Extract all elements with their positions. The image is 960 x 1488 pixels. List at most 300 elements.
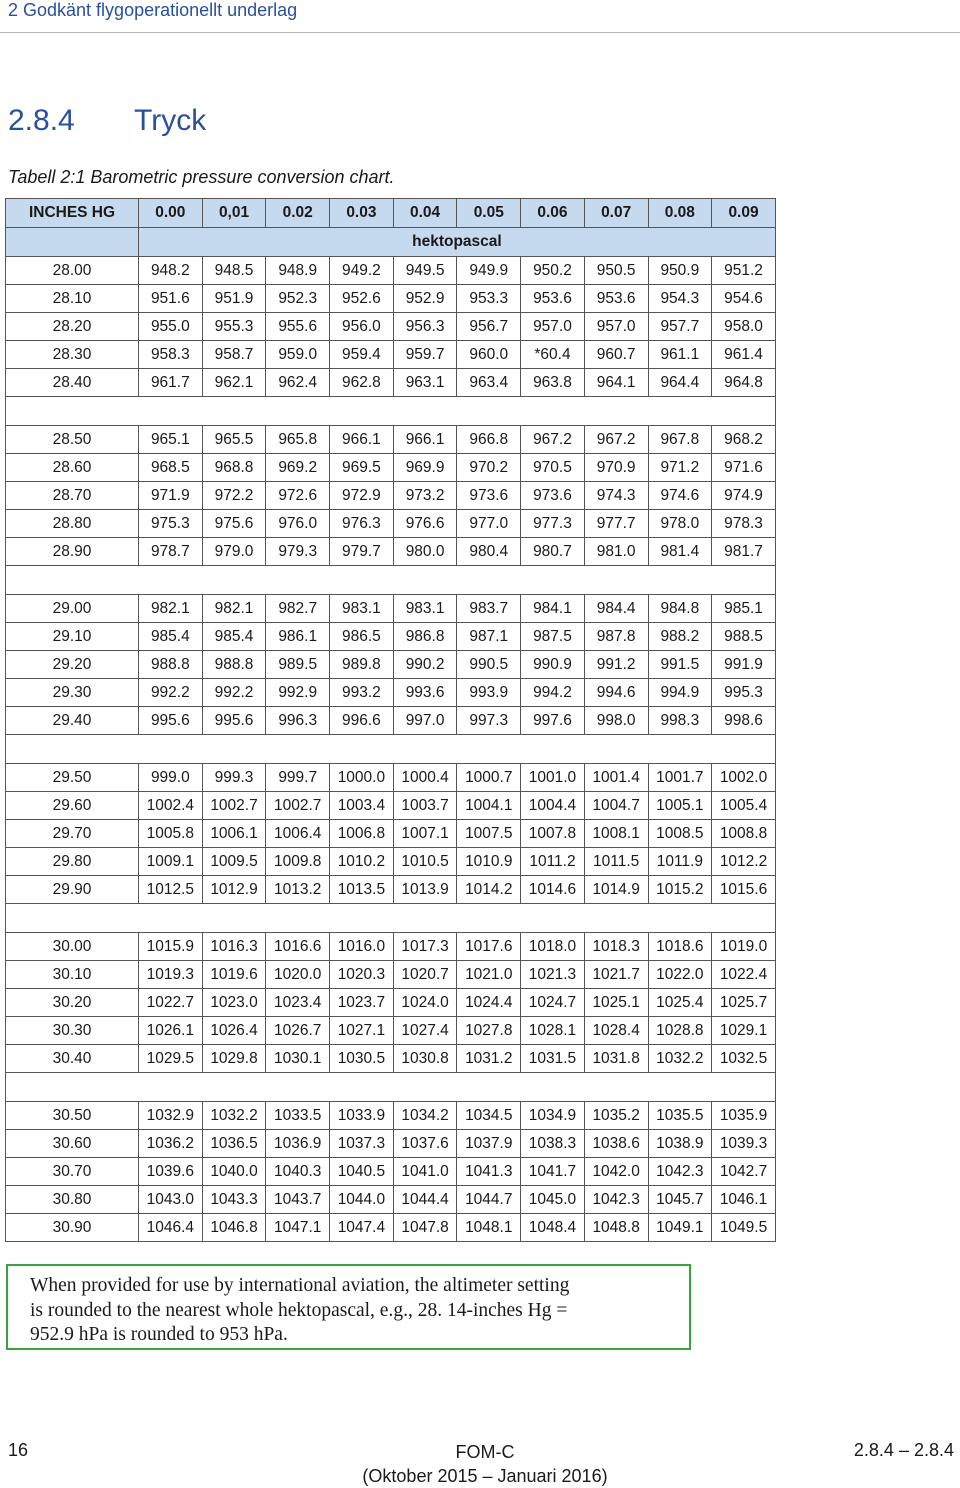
hpa-cell: 1032.9 — [139, 1102, 203, 1130]
hpa-cell: 1002.4 — [139, 792, 203, 820]
hpa-cell: 1018.0 — [521, 933, 585, 961]
hpa-cell: 1026.1 — [139, 1017, 203, 1045]
hpa-cell: 1040.3 — [266, 1158, 330, 1186]
hpa-cell: 1010.9 — [457, 848, 521, 876]
hpa-cell: 1048.4 — [521, 1214, 585, 1242]
hpa-cell: 1042.3 — [584, 1186, 648, 1214]
hpa-cell: 961.4 — [712, 341, 776, 369]
hpa-cell: 1021.0 — [457, 961, 521, 989]
hpa-cell: 1042.3 — [648, 1158, 712, 1186]
hpa-cell: 1032.2 — [648, 1045, 712, 1073]
inches-hg-cell: 28.90 — [6, 538, 139, 566]
hpa-cell: 1008.5 — [648, 820, 712, 848]
hpa-cell: 1008.1 — [584, 820, 648, 848]
hpa-cell: 974.9 — [712, 482, 776, 510]
hpa-cell: 979.3 — [266, 538, 330, 566]
hpa-cell: 996.6 — [330, 707, 394, 735]
hpa-cell: 963.4 — [457, 369, 521, 397]
hpa-cell: 962.8 — [330, 369, 394, 397]
hpa-cell: 953.3 — [457, 285, 521, 313]
hpa-cell: 1012.9 — [202, 876, 266, 904]
hpa-cell: 996.3 — [266, 707, 330, 735]
inches-hg-cell: 28.70 — [6, 482, 139, 510]
inches-hg-cell: 29.30 — [6, 679, 139, 707]
hpa-cell: 989.8 — [330, 651, 394, 679]
hpa-cell: 963.1 — [393, 369, 457, 397]
hpa-cell: 983.1 — [330, 595, 394, 623]
hpa-cell: 1037.9 — [457, 1130, 521, 1158]
hpa-cell: 961.1 — [648, 341, 712, 369]
hpa-cell: 1033.5 — [266, 1102, 330, 1130]
hpa-cell: 1049.1 — [648, 1214, 712, 1242]
hpa-cell: 975.3 — [139, 510, 203, 538]
hpa-cell: 988.8 — [202, 651, 266, 679]
inches-hg-cell: 30.90 — [6, 1214, 139, 1242]
hpa-cell: 1020.3 — [330, 961, 394, 989]
hpa-cell: 1004.4 — [521, 792, 585, 820]
hpa-cell: 1027.1 — [330, 1017, 394, 1045]
hpa-cell: 1038.6 — [584, 1130, 648, 1158]
table-row — [6, 538, 776, 566]
inches-hg-cell: 30.80 — [6, 1186, 139, 1214]
spacer-cell — [6, 735, 776, 764]
hpa-cell: 995.3 — [712, 679, 776, 707]
note-line: 952.9 hPa is rounded to 953 hPa. — [30, 1324, 288, 1345]
hpa-cell: 1005.8 — [139, 820, 203, 848]
chapter-heading: 2 Godkänt flygoperationellt underlag — [8, 0, 298, 20]
column-header: INCHES HG — [6, 199, 139, 228]
hpa-cell: 995.6 — [139, 707, 203, 735]
hpa-cell: 977.0 — [457, 510, 521, 538]
hpa-cell: 1025.7 — [712, 989, 776, 1017]
hpa-cell: 971.9 — [139, 482, 203, 510]
hpa-cell: 990.9 — [521, 651, 585, 679]
table-spacer-row — [6, 904, 776, 933]
hpa-cell: 980.7 — [521, 538, 585, 566]
hpa-cell: 1006.4 — [266, 820, 330, 848]
column-header: 0.08 — [648, 199, 712, 228]
hpa-cell: 972.9 — [330, 482, 394, 510]
table-row — [6, 482, 776, 510]
column-header: 0,01 — [202, 199, 266, 228]
hpa-cell: 1027.4 — [393, 1017, 457, 1045]
table-header-row — [6, 199, 776, 228]
hpa-cell: 1009.5 — [202, 848, 266, 876]
hpa-cell: 1027.8 — [457, 1017, 521, 1045]
inches-hg-cell: 29.90 — [6, 876, 139, 904]
hpa-cell: 1000.0 — [330, 764, 394, 792]
hpa-cell: 1041.3 — [457, 1158, 521, 1186]
hpa-cell: 956.3 — [393, 313, 457, 341]
hpa-cell: 1046.1 — [712, 1186, 776, 1214]
hpa-cell: 1041.0 — [393, 1158, 457, 1186]
hpa-cell: 988.5 — [712, 623, 776, 651]
hpa-cell: 1011.5 — [584, 848, 648, 876]
pressure-conversion-table — [5, 198, 776, 1242]
table-row — [6, 510, 776, 538]
hpa-cell: 1010.2 — [330, 848, 394, 876]
hpa-cell: 970.2 — [457, 454, 521, 482]
hpa-cell: 1030.5 — [330, 1045, 394, 1073]
hpa-cell: 1043.0 — [139, 1186, 203, 1214]
inches-hg-cell: 29.40 — [6, 707, 139, 735]
column-header: 0.09 — [712, 199, 776, 228]
hpa-cell: 1020.0 — [266, 961, 330, 989]
inches-hg-cell: 28.60 — [6, 454, 139, 482]
column-header: 0.04 — [393, 199, 457, 228]
table-row — [6, 623, 776, 651]
hpa-cell: 1007.1 — [393, 820, 457, 848]
spacer-cell — [6, 397, 776, 426]
hpa-cell: 1036.9 — [266, 1130, 330, 1158]
table-row — [6, 285, 776, 313]
hpa-cell: 1024.4 — [457, 989, 521, 1017]
hpa-cell: 987.5 — [521, 623, 585, 651]
hpa-cell: 1011.9 — [648, 848, 712, 876]
note-line: is rounded to the nearest whole hektopascal, e.g., 28. 14-inches Hg = — [30, 1299, 568, 1321]
hpa-cell: 971.2 — [648, 454, 712, 482]
spacer-cell — [6, 566, 776, 595]
hpa-cell: 1012.5 — [139, 876, 203, 904]
hpa-cell: 966.1 — [330, 426, 394, 454]
hpa-cell: 1045.0 — [521, 1186, 585, 1214]
hpa-cell: *60.4 — [521, 341, 585, 369]
inches-hg-cell: 30.30 — [6, 1017, 139, 1045]
page-number: 16 — [8, 1440, 29, 1460]
hpa-cell: 964.1 — [584, 369, 648, 397]
table-spacer-row — [6, 397, 776, 426]
hpa-cell: 982.7 — [266, 595, 330, 623]
table-row — [6, 369, 776, 397]
hpa-cell: 954.6 — [712, 285, 776, 313]
hpa-cell: 1013.5 — [330, 876, 394, 904]
hpa-cell: 1003.4 — [330, 792, 394, 820]
hpa-cell: 1046.4 — [139, 1214, 203, 1242]
column-header: 0.07 — [584, 199, 648, 228]
hpa-cell: 1035.5 — [648, 1102, 712, 1130]
hpa-cell: 959.0 — [266, 341, 330, 369]
table-row — [6, 1017, 776, 1045]
column-header: 0.00 — [139, 199, 203, 228]
hpa-cell: 1011.2 — [521, 848, 585, 876]
table-row — [6, 454, 776, 482]
hpa-cell: 994.2 — [521, 679, 585, 707]
hpa-cell: 1044.7 — [457, 1186, 521, 1214]
hpa-cell: 1024.0 — [393, 989, 457, 1017]
hpa-cell: 982.1 — [139, 595, 203, 623]
hpa-cell: 1040.5 — [330, 1158, 394, 1186]
hpa-cell: 1044.4 — [393, 1186, 457, 1214]
hpa-cell: 963.8 — [521, 369, 585, 397]
column-header: 0.02 — [266, 199, 330, 228]
hpa-cell: 987.1 — [457, 623, 521, 651]
hpa-cell: 1001.4 — [584, 764, 648, 792]
table-row — [6, 1102, 776, 1130]
hpa-cell: 1015.9 — [139, 933, 203, 961]
table-row — [6, 1045, 776, 1073]
hpa-cell: 1018.6 — [648, 933, 712, 961]
table-row — [6, 764, 776, 792]
inches-hg-cell: 30.50 — [6, 1102, 139, 1130]
hpa-cell: 1039.6 — [139, 1158, 203, 1186]
inches-hg-cell: 29.80 — [6, 848, 139, 876]
table-subheader-row — [6, 228, 776, 257]
inches-hg-cell: 28.40 — [6, 369, 139, 397]
hpa-cell: 1007.8 — [521, 820, 585, 848]
hpa-cell: 957.7 — [648, 313, 712, 341]
hpa-cell: 953.6 — [584, 285, 648, 313]
hpa-cell: 1033.9 — [330, 1102, 394, 1130]
spacer-cell — [6, 1073, 776, 1102]
hpa-cell: 1023.0 — [202, 989, 266, 1017]
hpa-cell: 999.7 — [266, 764, 330, 792]
spacer-cell — [6, 904, 776, 933]
hpa-cell: 1048.1 — [457, 1214, 521, 1242]
hpa-cell: 1013.9 — [393, 876, 457, 904]
hpa-cell: 983.7 — [457, 595, 521, 623]
inches-hg-cell: 29.00 — [6, 595, 139, 623]
hpa-cell: 950.5 — [584, 257, 648, 285]
hpa-cell: 952.6 — [330, 285, 394, 313]
hpa-cell: 1049.5 — [712, 1214, 776, 1242]
hpa-cell: 970.5 — [521, 454, 585, 482]
hpa-cell: 1016.0 — [330, 933, 394, 961]
hpa-cell: 1016.3 — [202, 933, 266, 961]
hpa-cell: 1025.4 — [648, 989, 712, 1017]
hpa-cell: 1031.8 — [584, 1045, 648, 1073]
table-row — [6, 876, 776, 904]
hpa-cell: 981.0 — [584, 538, 648, 566]
hpa-cell: 973.6 — [457, 482, 521, 510]
hpa-cell: 948.2 — [139, 257, 203, 285]
hpa-cell: 995.6 — [202, 707, 266, 735]
hpa-cell: 999.0 — [139, 764, 203, 792]
hpa-cell: 1026.4 — [202, 1017, 266, 1045]
hpa-cell: 1022.4 — [712, 961, 776, 989]
hpa-cell: 1006.1 — [202, 820, 266, 848]
hpa-cell: 958.3 — [139, 341, 203, 369]
hpa-cell: 987.8 — [584, 623, 648, 651]
hpa-cell: 952.3 — [266, 285, 330, 313]
hpa-cell: 965.1 — [139, 426, 203, 454]
hpa-cell: 1044.0 — [330, 1186, 394, 1214]
table-row — [6, 792, 776, 820]
hpa-cell: 998.0 — [584, 707, 648, 735]
hpa-cell: 955.0 — [139, 313, 203, 341]
hpa-cell: 956.7 — [457, 313, 521, 341]
hpa-cell: 951.2 — [712, 257, 776, 285]
hpa-cell: 964.4 — [648, 369, 712, 397]
hpa-cell: 1042.0 — [584, 1158, 648, 1186]
section-number: 2.8.4 — [8, 104, 75, 137]
hpa-cell: 980.0 — [393, 538, 457, 566]
document-date: (Oktober 2015 – Januari 2016) — [362, 1466, 608, 1486]
hpa-cell: 1037.3 — [330, 1130, 394, 1158]
hpa-cell: 978.3 — [712, 510, 776, 538]
unit-subheader: hektopascal — [139, 228, 776, 257]
hpa-cell: 990.5 — [457, 651, 521, 679]
hpa-cell: 961.7 — [139, 369, 203, 397]
inches-hg-cell: 28.10 — [6, 285, 139, 313]
hpa-cell: 981.4 — [648, 538, 712, 566]
table-row — [6, 933, 776, 961]
hpa-cell: 1028.1 — [521, 1017, 585, 1045]
hpa-cell: 972.6 — [266, 482, 330, 510]
hpa-cell: 983.1 — [393, 595, 457, 623]
hpa-cell: 991.5 — [648, 651, 712, 679]
hpa-cell: 1047.4 — [330, 1214, 394, 1242]
hpa-cell: 1013.2 — [266, 876, 330, 904]
inches-hg-cell: 30.00 — [6, 933, 139, 961]
hpa-cell: 1040.0 — [202, 1158, 266, 1186]
hpa-cell: 950.9 — [648, 257, 712, 285]
inches-hg-cell: 30.40 — [6, 1045, 139, 1073]
hpa-cell: 969.9 — [393, 454, 457, 482]
hpa-cell: 1012.2 — [712, 848, 776, 876]
hpa-cell: 1001.0 — [521, 764, 585, 792]
hpa-cell: 1038.3 — [521, 1130, 585, 1158]
hpa-cell: 958.7 — [202, 341, 266, 369]
hpa-cell: 1014.9 — [584, 876, 648, 904]
hpa-cell: 1001.7 — [648, 764, 712, 792]
section-reference: 2.8.4 – 2.8.4 — [853, 1440, 954, 1460]
hpa-cell: 960.7 — [584, 341, 648, 369]
table-row — [6, 651, 776, 679]
hpa-cell: 992.2 — [139, 679, 203, 707]
hpa-cell: 975.6 — [202, 510, 266, 538]
hpa-cell: 1036.5 — [202, 1130, 266, 1158]
hpa-cell: 986.1 — [266, 623, 330, 651]
hpa-cell: 1029.1 — [712, 1017, 776, 1045]
hpa-cell: 1002.7 — [266, 792, 330, 820]
hpa-cell: 1016.6 — [266, 933, 330, 961]
hpa-cell: 1005.4 — [712, 792, 776, 820]
hpa-cell: 1036.2 — [139, 1130, 203, 1158]
table-row — [6, 1214, 776, 1242]
hpa-cell: 974.3 — [584, 482, 648, 510]
hpa-cell: 973.6 — [521, 482, 585, 510]
table-row — [6, 257, 776, 285]
hpa-cell: 1006.8 — [330, 820, 394, 848]
hpa-cell: 978.0 — [648, 510, 712, 538]
hpa-cell: 960.0 — [457, 341, 521, 369]
hpa-cell: 1024.7 — [521, 989, 585, 1017]
inches-hg-cell: 28.20 — [6, 313, 139, 341]
hpa-cell: 988.8 — [139, 651, 203, 679]
hpa-cell: 1032.2 — [202, 1102, 266, 1130]
table-row — [6, 341, 776, 369]
hpa-cell: 1017.6 — [457, 933, 521, 961]
table-row — [6, 1186, 776, 1214]
table-row — [6, 1130, 776, 1158]
hpa-cell: 1021.7 — [584, 961, 648, 989]
hpa-cell: 962.4 — [266, 369, 330, 397]
inches-hg-cell: 30.60 — [6, 1130, 139, 1158]
hpa-cell: 1017.3 — [393, 933, 457, 961]
table-row — [6, 961, 776, 989]
hpa-cell: 968.5 — [139, 454, 203, 482]
hpa-cell: 997.6 — [521, 707, 585, 735]
hpa-cell: 950.2 — [521, 257, 585, 285]
table-row — [6, 679, 776, 707]
inches-hg-cell: 29.50 — [6, 764, 139, 792]
table-spacer-row — [6, 1073, 776, 1102]
hpa-cell: 1030.1 — [266, 1045, 330, 1073]
hpa-cell: 1003.7 — [393, 792, 457, 820]
hpa-cell: 993.6 — [393, 679, 457, 707]
hpa-cell: 1019.0 — [712, 933, 776, 961]
hpa-cell: 968.2 — [712, 426, 776, 454]
hpa-cell: 957.0 — [521, 313, 585, 341]
hpa-cell: 969.2 — [266, 454, 330, 482]
footer-doc-info — [355, 1440, 615, 1488]
hpa-cell: 1047.1 — [266, 1214, 330, 1242]
hpa-cell: 991.2 — [584, 651, 648, 679]
hpa-cell: 1000.7 — [457, 764, 521, 792]
hpa-cell: 988.2 — [648, 623, 712, 651]
table-spacer-row — [6, 735, 776, 764]
hpa-cell: 997.3 — [457, 707, 521, 735]
hpa-cell: 965.5 — [202, 426, 266, 454]
hpa-cell: 1032.5 — [712, 1045, 776, 1073]
table-row — [6, 848, 776, 876]
hpa-cell: 1014.2 — [457, 876, 521, 904]
hpa-cell: 952.9 — [393, 285, 457, 313]
inches-hg-cell: 28.00 — [6, 257, 139, 285]
table-row — [6, 313, 776, 341]
hpa-cell: 951.9 — [202, 285, 266, 313]
hpa-cell: 1037.6 — [393, 1130, 457, 1158]
hpa-cell: 966.8 — [457, 426, 521, 454]
hpa-cell: 1009.1 — [139, 848, 203, 876]
hpa-cell: 1046.8 — [202, 1214, 266, 1242]
hpa-cell: 997.0 — [393, 707, 457, 735]
hpa-cell: 967.2 — [584, 426, 648, 454]
table-row — [6, 989, 776, 1017]
hpa-cell: 1008.8 — [712, 820, 776, 848]
hpa-cell: 998.6 — [712, 707, 776, 735]
hpa-cell: 1026.7 — [266, 1017, 330, 1045]
hpa-cell: 1015.2 — [648, 876, 712, 904]
hpa-cell: 1038.9 — [648, 1130, 712, 1158]
inches-hg-cell: 30.70 — [6, 1158, 139, 1186]
inches-hg-cell: 30.20 — [6, 989, 139, 1017]
column-header: 0.06 — [521, 199, 585, 228]
inches-hg-cell: 29.70 — [6, 820, 139, 848]
inches-hg-cell: 29.10 — [6, 623, 139, 651]
hpa-cell: 992.2 — [202, 679, 266, 707]
hpa-cell: 962.1 — [202, 369, 266, 397]
hpa-cell: 949.9 — [457, 257, 521, 285]
hpa-cell: 985.4 — [202, 623, 266, 651]
hpa-cell: 968.8 — [202, 454, 266, 482]
hpa-cell: 965.8 — [266, 426, 330, 454]
hpa-cell: 957.0 — [584, 313, 648, 341]
hpa-cell: 992.9 — [266, 679, 330, 707]
hpa-cell: 1028.4 — [584, 1017, 648, 1045]
hpa-cell: 977.7 — [584, 510, 648, 538]
section-title: Tryck — [134, 104, 207, 137]
hpa-cell: 1031.2 — [457, 1045, 521, 1073]
hpa-cell: 976.3 — [330, 510, 394, 538]
hpa-cell: 1035.9 — [712, 1102, 776, 1130]
hpa-cell: 973.2 — [393, 482, 457, 510]
column-header: 0.05 — [457, 199, 521, 228]
inches-hg-cell: 28.80 — [6, 510, 139, 538]
hpa-cell: 959.4 — [330, 341, 394, 369]
hpa-cell: 993.9 — [457, 679, 521, 707]
hpa-cell: 969.5 — [330, 454, 394, 482]
